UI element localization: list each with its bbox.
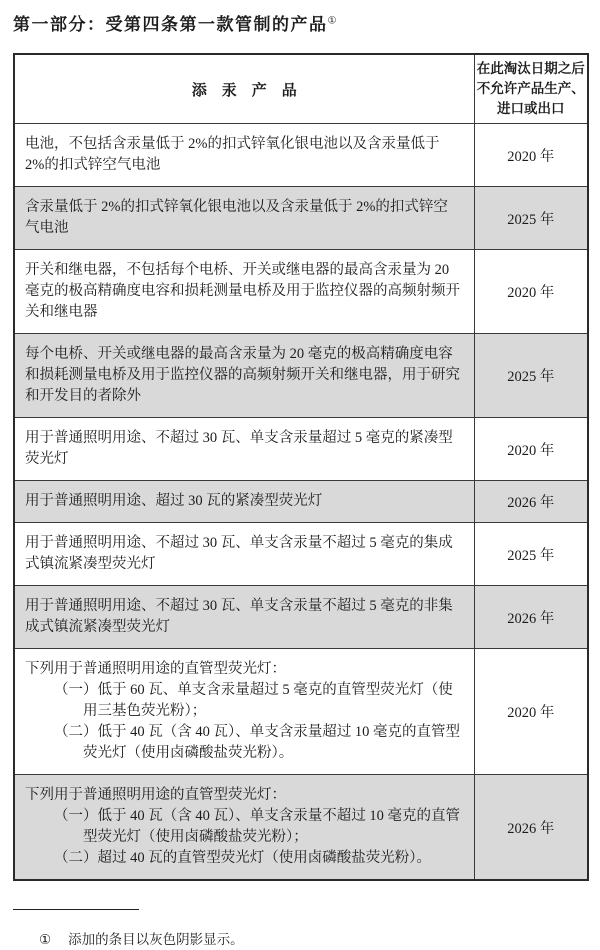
phase-out-date: 2026 年 xyxy=(474,775,588,881)
product-sub-item: （一）低于 60 瓦、单支含汞量超过 5 毫克的直管型荧光灯（使用三基色荧光粉）； xyxy=(54,682,453,720)
product-sub-item: （二）超过 40 瓦的直管型荧光灯（使用卤磷酸盐荧光粉）。 xyxy=(54,850,431,867)
product-description: 含汞量低于 2%的扣式锌氧化银电池以及含汞量低于 2%的扣式锌空气电池 xyxy=(25,199,448,237)
product-cell xyxy=(14,334,474,418)
phase-out-date: 2020 年 xyxy=(474,250,588,334)
product-description: 开关和继电器，不包括每个电桥、开关或继电器的最高含汞量为 20 毫克的极高精确度电容和损耗测量电桥及用于监控仪器的高频射频开关和继电器 xyxy=(25,262,460,321)
product-description: 电池，不包括含汞量低于 2%的扣式锌氧化银电池以及含汞量低于 2%的扣式锌空气电池 xyxy=(25,136,440,174)
footnote-marker: ① xyxy=(39,932,52,948)
footnote-separator xyxy=(13,909,139,910)
product-cell xyxy=(14,523,474,586)
date-header-line-1: 在此淘汰日期之后 xyxy=(476,61,585,77)
page-title xyxy=(13,14,587,36)
column-header-date xyxy=(474,54,588,124)
products-table xyxy=(13,53,589,881)
product-description: 每个电桥、开关或继电器的最高含汞量为 20 毫克的极高精确度电容和损耗测量电桥及用于监控仪器的高频射频开关和继电器，用于研究和开发目的者除外 xyxy=(25,346,460,405)
table-row xyxy=(14,334,588,418)
table-row xyxy=(14,187,588,250)
table-row xyxy=(14,649,588,775)
phase-out-date: 2025 年 xyxy=(474,523,588,586)
table-row xyxy=(14,418,588,481)
product-description: 用于普通照明用途、不超过 30 瓦、单支含汞量超过 5 毫克的紧凑型荧光灯 xyxy=(25,430,453,468)
table-row xyxy=(14,523,588,586)
footnote-text: 添加的条目以灰色阴影显示。 xyxy=(68,932,244,948)
header-row xyxy=(14,54,588,124)
product-cell xyxy=(14,124,474,187)
phase-out-date: 2026 年 xyxy=(474,586,588,649)
product-description: 下列用于普通照明用途的直管型荧光灯： xyxy=(25,661,286,678)
product-description: 用于普通照明用途、不超过 30 瓦、单支含汞量不超过 5 毫克的非集成式镇流紧凑型荧光灯 xyxy=(25,598,453,636)
date-header-line-2: 不允许产品生产、 xyxy=(476,81,585,97)
product-cell xyxy=(14,187,474,250)
table-row xyxy=(14,586,588,649)
table-row xyxy=(14,124,588,187)
phase-out-date: 2020 年 xyxy=(474,124,588,187)
phase-out-date: 2026 年 xyxy=(474,481,588,523)
product-cell xyxy=(14,250,474,334)
product-description: 用于普通照明用途、超过 30 瓦的紧凑型荧光灯 xyxy=(25,493,323,510)
phase-out-date: 2025 年 xyxy=(474,334,588,418)
table-row xyxy=(14,775,588,881)
product-sub-item: （一）低于 40 瓦（含 40 瓦）、单支含汞量不超过 10 毫克的直管型荧光灯（使用卤磷酸盐荧光粉）； xyxy=(54,808,460,846)
table-row xyxy=(14,250,588,334)
table-row xyxy=(14,481,588,523)
table-header xyxy=(14,54,588,124)
product-cell xyxy=(14,649,474,775)
page-title-text: 第一部分：受第四条第一款管制的产品 xyxy=(13,15,328,34)
product-cell xyxy=(14,775,474,881)
product-description: 用于普通照明用途、不超过 30 瓦、单支含汞量不超过 5 毫克的集成式镇流紧凑型荧光灯 xyxy=(25,535,453,573)
footnote xyxy=(13,930,587,950)
phase-out-date: 2020 年 xyxy=(474,418,588,481)
date-header-line-3: 进口或出口 xyxy=(497,101,565,117)
product-cell xyxy=(14,418,474,481)
table-body xyxy=(14,124,588,881)
phase-out-date: 2025 年 xyxy=(474,187,588,250)
product-description: 下列用于普通照明用途的直管型荧光灯： xyxy=(25,787,286,804)
product-cell xyxy=(14,586,474,649)
product-sub-item: （二）低于 40 瓦（含 40 瓦）、单支含汞量超过 10 毫克的直管型荧光灯（使用卤磷酸盐荧光粉）。 xyxy=(54,724,460,762)
phase-out-date: 2020 年 xyxy=(474,649,588,775)
title-footnote-ref: ① xyxy=(327,15,337,27)
column-header-product: 添 汞 产 品 xyxy=(14,54,474,124)
product-cell xyxy=(14,481,474,523)
